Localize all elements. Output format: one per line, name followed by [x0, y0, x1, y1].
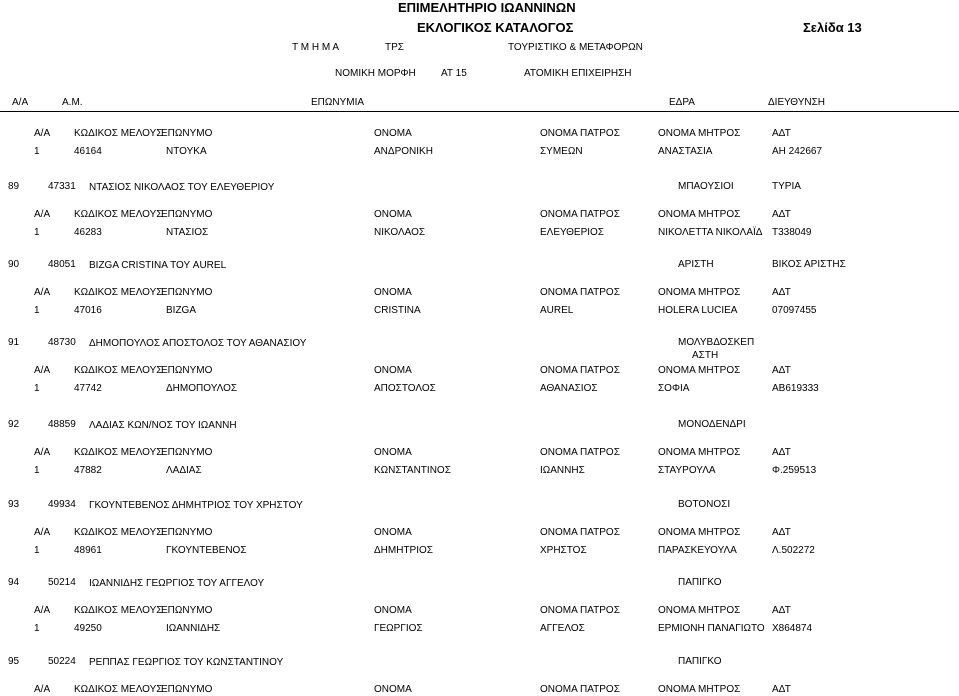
- entry-aa: 92: [8, 419, 20, 430]
- member-aa: 1: [34, 305, 40, 316]
- member-col-mitros: ΟΝΟΜΑ ΜΗΤΡΟΣ: [658, 684, 741, 695]
- member-col-kodikos: ΚΩΔΙΚΟΣ ΜΕΛΟΥΣ: [74, 447, 163, 458]
- member-aa: 1: [34, 545, 40, 556]
- member-col-eponymo: ΕΠΩΝΥΜΟ: [161, 447, 213, 458]
- legal-form-code: ΑΤ 15: [441, 68, 467, 79]
- member-col-aa: Α/Α: [34, 605, 51, 616]
- entry-am: 50224: [48, 656, 76, 667]
- entry-seat: ΜΟΛΥΒΔΟΣΚΕΠ: [678, 337, 755, 348]
- member-father: ΙΩΑΝΝΗΣ: [540, 465, 585, 476]
- member-col-aa: Α/Α: [34, 365, 51, 376]
- member-col-mitros: ΟΝΟΜΑ ΜΗΤΡΟΣ: [658, 365, 741, 376]
- member-id: 07097455: [772, 305, 817, 316]
- member-code: 46283: [74, 227, 102, 238]
- member-father: ΕΛΕΥΘΕΡΙΟΣ: [540, 227, 604, 238]
- entry-address: ΤΥΡΙΑ: [772, 181, 801, 192]
- member-id: ΑΗ 242667: [772, 146, 823, 157]
- entry-name: ΔΗΜΟΠΟΥΛΟΣ ΑΠΟΣΤΟΛΟΣ ΤΟΥ ΑΘΑΝΑΣΙΟΥ: [89, 338, 307, 349]
- member-col-eponymo: ΕΠΩΝΥΜΟ: [161, 128, 213, 139]
- member-mother: ΣΤΑΥΡΟΥΛΑ: [658, 465, 716, 476]
- member-col-patros: ΟΝΟΜΑ ΠΑΤΡΟΣ: [540, 605, 620, 616]
- member-col-eponymo: ΕΠΩΝΥΜΟ: [161, 287, 213, 298]
- list-title: ΕΚΛΟΓΙΚΟΣ ΚΑΤΑΛΟΓΟΣ: [417, 20, 574, 35]
- member-id: Χ864874: [772, 623, 813, 634]
- member-col-mitros: ΟΝΟΜΑ ΜΗΤΡΟΣ: [658, 447, 741, 458]
- page-number: Σελίδα 13: [803, 20, 862, 35]
- member-code: 46164: [74, 146, 102, 157]
- member-name: ΑΝΔΡΟΝΙΚΗ: [374, 146, 433, 157]
- member-aa: 1: [34, 383, 40, 394]
- member-aa: 1: [34, 623, 40, 634]
- member-col-kodikos: ΚΩΔΙΚΟΣ ΜΕΛΟΥΣ: [74, 684, 163, 695]
- entry-am: 48730: [48, 337, 76, 348]
- member-father: ΑΘΑΝΑΣΙΟΣ: [540, 383, 598, 394]
- member-code: 49250: [74, 623, 102, 634]
- col-eponymia: ΕΠΩΝΥΜΙΑ: [311, 97, 365, 108]
- member-col-kodikos: ΚΩΔΙΚΟΣ ΜΕΛΟΥΣ: [74, 287, 163, 298]
- member-surname: ΙΩΑΝΝΙΔΗΣ: [166, 623, 221, 634]
- entry-aa: 91: [8, 337, 20, 348]
- entry-seat: ΒΟΤΟΝΟΣΙ: [678, 499, 731, 510]
- member-id: Φ.259513: [772, 465, 817, 476]
- member-col-eponymo: ΕΠΩΝΥΜΟ: [161, 684, 213, 695]
- member-col-patros: ΟΝΟΜΑ ΠΑΤΡΟΣ: [540, 365, 620, 376]
- member-col-patros: ΟΝΟΜΑ ΠΑΤΡΟΣ: [540, 527, 620, 538]
- member-col-kodikos: ΚΩΔΙΚΟΣ ΜΕΛΟΥΣ: [74, 605, 163, 616]
- member-name: ΔΗΜΗΤΡΙΟΣ: [374, 545, 433, 556]
- member-col-kodikos: ΚΩΔΙΚΟΣ ΜΕΛΟΥΣ: [74, 365, 163, 376]
- member-col-aa: Α/Α: [34, 287, 51, 298]
- member-col-aa: Α/Α: [34, 209, 51, 220]
- member-code: 47742: [74, 383, 102, 394]
- entry-aa: 94: [8, 577, 20, 588]
- member-father: ΑΓΓΕΛΟΣ: [540, 623, 585, 634]
- section-label: Τ Μ Η Μ Α: [292, 42, 340, 53]
- member-col-kodikos: ΚΩΔΙΚΟΣ ΜΕΛΟΥΣ: [74, 209, 163, 220]
- entry-seat: ΜΠΑΟΥΣΙΟΙ: [678, 181, 734, 192]
- entry-name: ΙΩΑΝΝΙΔΗΣ ΓΕΩΡΓΙΟΣ ΤΟΥ ΑΓΓΕΛΟΥ: [89, 578, 265, 589]
- member-col-aa: Α/Α: [34, 447, 51, 458]
- entry-name: ΛΑΔΙΑΣ ΚΩΝ/ΝΟΣ ΤΟΥ ΙΩΑΝΝΗ: [89, 420, 237, 431]
- member-col-eponymo: ΕΠΩΝΥΜΟ: [161, 365, 213, 376]
- member-col-kodikos: ΚΩΔΙΚΟΣ ΜΕΛΟΥΣ: [74, 128, 163, 139]
- member-father: ΧΡΗΣΤΟΣ: [540, 545, 587, 556]
- member-col-adt: ΑΔΤ: [772, 287, 791, 298]
- member-col-adt: ΑΔΤ: [772, 684, 791, 695]
- member-id: Λ.502272: [772, 545, 815, 556]
- entry-aa: 95: [8, 656, 20, 667]
- entry-address: ΒΙΚΟΣ ΑΡΙΣΤΗΣ: [772, 259, 846, 270]
- entry-am: 48859: [48, 419, 76, 430]
- entry-name: ΡΕΠΠΑΣ ΓΕΩΡΓΙΟΣ ΤΟΥ ΚΩΝΣΤΑΝΤΙΝΟΥ: [89, 657, 284, 668]
- member-mother: ΕΡΜΙΟΝΗ ΠΑΝΑΓΙΩΤΟ: [658, 623, 765, 634]
- entry-name: BIZGA CRISTINA ΤΟΥ AUREL: [89, 260, 227, 271]
- member-col-kodikos: ΚΩΔΙΚΟΣ ΜΕΛΟΥΣ: [74, 527, 163, 538]
- entry-am: 48051: [48, 259, 76, 270]
- member-col-onoma: ΟΝΟΜΑ: [374, 128, 412, 139]
- member-surname: BIZGA: [166, 305, 197, 316]
- member-col-mitros: ΟΝΟΜΑ ΜΗΤΡΟΣ: [658, 605, 741, 616]
- member-code: 47882: [74, 465, 102, 476]
- col-am: Α.Μ.: [62, 97, 83, 108]
- chamber-title: ΕΠΙΜΕΛΗΤΗΡΙΟ ΙΩΑΝΝΙΝΩΝ: [398, 0, 576, 15]
- col-aa: Α/Α: [12, 97, 29, 108]
- member-mother: HOLERA LUCIEA: [658, 305, 738, 316]
- member-col-adt: ΑΔΤ: [772, 447, 791, 458]
- member-col-aa: Α/Α: [34, 684, 51, 695]
- header-divider: [0, 111, 959, 112]
- entry-am: 47331: [48, 181, 76, 192]
- entry-name: ΓΚΟΥΝΤΕΒΕΝΟΣ ΔΗΜΗΤΡΙΟΣ ΤΟΥ ΧΡΗΣΤΟΥ: [89, 500, 303, 511]
- member-col-onoma: ΟΝΟΜΑ: [374, 287, 412, 298]
- member-col-aa: Α/Α: [34, 128, 51, 139]
- member-aa: 1: [34, 465, 40, 476]
- member-mother: ΠΑΡΑΣΚΕΥΟΥΛΑ: [658, 545, 737, 556]
- col-dieythynsi: ΔΙΕΥΘΥΝΣΗ: [768, 97, 825, 108]
- member-surname: ΝΤΑΣΙΟΣ: [166, 227, 209, 238]
- member-col-patros: ΟΝΟΜΑ ΠΑΤΡΟΣ: [540, 128, 620, 139]
- member-surname: ΔΗΜΟΠΟΥΛΟΣ: [166, 383, 238, 394]
- member-mother: ΑΝΑΣΤΑΣΙΑ: [658, 146, 713, 157]
- member-father: ΣΥΜΕΩΝ: [540, 146, 583, 157]
- entry-am: 50214: [48, 577, 76, 588]
- member-surname: ΓΚΟΥΝΤΕΒΕΝΟΣ: [166, 545, 247, 556]
- member-surname: ΝΤΟΥΚΑ: [166, 146, 207, 157]
- member-col-eponymo: ΕΠΩΝΥΜΟ: [161, 527, 213, 538]
- member-mother: ΝΙΚΟΛΕΤΤΑ ΝΙΚΟΛΑΪΔ: [658, 227, 763, 238]
- entry-am: 49934: [48, 499, 76, 510]
- member-col-aa: Α/Α: [34, 527, 51, 538]
- col-edra: ΕΔΡΑ: [669, 97, 695, 108]
- member-col-adt: ΑΔΤ: [772, 128, 791, 139]
- section-name: ΤΟΥΡΙΣΤΙΚΟ & ΜΕΤΑΦΟΡΩΝ: [508, 42, 643, 53]
- member-col-patros: ΟΝΟΜΑ ΠΑΤΡΟΣ: [540, 684, 620, 695]
- entry-aa: 90: [8, 259, 20, 270]
- member-id: Τ338049: [772, 227, 812, 238]
- member-col-onoma: ΟΝΟΜΑ: [374, 365, 412, 376]
- member-col-eponymo: ΕΠΩΝΥΜΟ: [161, 605, 213, 616]
- member-col-mitros: ΟΝΟΜΑ ΜΗΤΡΟΣ: [658, 527, 741, 538]
- member-col-eponymo: ΕΠΩΝΥΜΟ: [161, 209, 213, 220]
- member-name: ΑΠΟΣΤΟΛΟΣ: [374, 383, 436, 394]
- member-col-adt: ΑΔΤ: [772, 605, 791, 616]
- section-code: ΤΡΣ: [385, 42, 404, 53]
- entry-seat: ΠΑΠΙΓΚΟ: [678, 577, 722, 588]
- entry-seat: ΠΑΠΙΓΚΟ: [678, 656, 722, 667]
- member-surname: ΛΑΔΙΑΣ: [166, 465, 202, 476]
- member-code: 47016: [74, 305, 102, 316]
- member-col-mitros: ΟΝΟΜΑ ΜΗΤΡΟΣ: [658, 209, 741, 220]
- member-id: ΑΒ619333: [772, 383, 819, 394]
- member-col-patros: ΟΝΟΜΑ ΠΑΤΡΟΣ: [540, 287, 620, 298]
- member-col-adt: ΑΔΤ: [772, 365, 791, 376]
- member-mother: ΣΟΦΙΑ: [658, 383, 690, 394]
- member-col-patros: ΟΝΟΜΑ ΠΑΤΡΟΣ: [540, 209, 620, 220]
- member-col-onoma: ΟΝΟΜΑ: [374, 447, 412, 458]
- entry-seat-cont: ΑΣΤΗ: [692, 350, 719, 361]
- member-col-patros: ΟΝΟΜΑ ΠΑΤΡΟΣ: [540, 447, 620, 458]
- entry-aa: 93: [8, 499, 20, 510]
- member-name: ΚΩΝΣΤΑΝΤΙΝΟΣ: [374, 465, 451, 476]
- member-code: 48961: [74, 545, 102, 556]
- member-aa: 1: [34, 227, 40, 238]
- member-col-mitros: ΟΝΟΜΑ ΜΗΤΡΟΣ: [658, 287, 741, 298]
- entry-seat: ΑΡΙΣΤΗ: [678, 259, 714, 270]
- entry-name: ΝΤΑΣΙΟΣ ΝΙΚΟΛΑΟΣ ΤΟΥ ΕΛΕΥΘΕΡΙΟΥ: [89, 182, 275, 193]
- member-col-onoma: ΟΝΟΜΑ: [374, 527, 412, 538]
- entry-aa: 89: [8, 181, 20, 192]
- member-col-adt: ΑΔΤ: [772, 209, 791, 220]
- legal-form-label: ΝΟΜΙΚΗ ΜΟΡΦΗ: [335, 68, 416, 79]
- member-col-mitros: ΟΝΟΜΑ ΜΗΤΡΟΣ: [658, 128, 741, 139]
- member-col-onoma: ΟΝΟΜΑ: [374, 684, 412, 695]
- member-aa: 1: [34, 146, 40, 157]
- legal-form-name: ΑΤΟΜΙΚΗ ΕΠΙΧΕΙΡΗΣΗ: [524, 68, 632, 79]
- member-col-onoma: ΟΝΟΜΑ: [374, 209, 412, 220]
- entry-seat: ΜΟΝΟΔΕΝΔΡΙ: [678, 419, 746, 430]
- member-name: CRISTINA: [374, 305, 421, 316]
- member-name: ΓΕΩΡΓΙΟΣ: [374, 623, 423, 634]
- member-col-onoma: ΟΝΟΜΑ: [374, 605, 412, 616]
- member-name: ΝΙΚΟΛΑΟΣ: [374, 227, 426, 238]
- member-col-adt: ΑΔΤ: [772, 527, 791, 538]
- member-father: AUREL: [540, 305, 574, 316]
